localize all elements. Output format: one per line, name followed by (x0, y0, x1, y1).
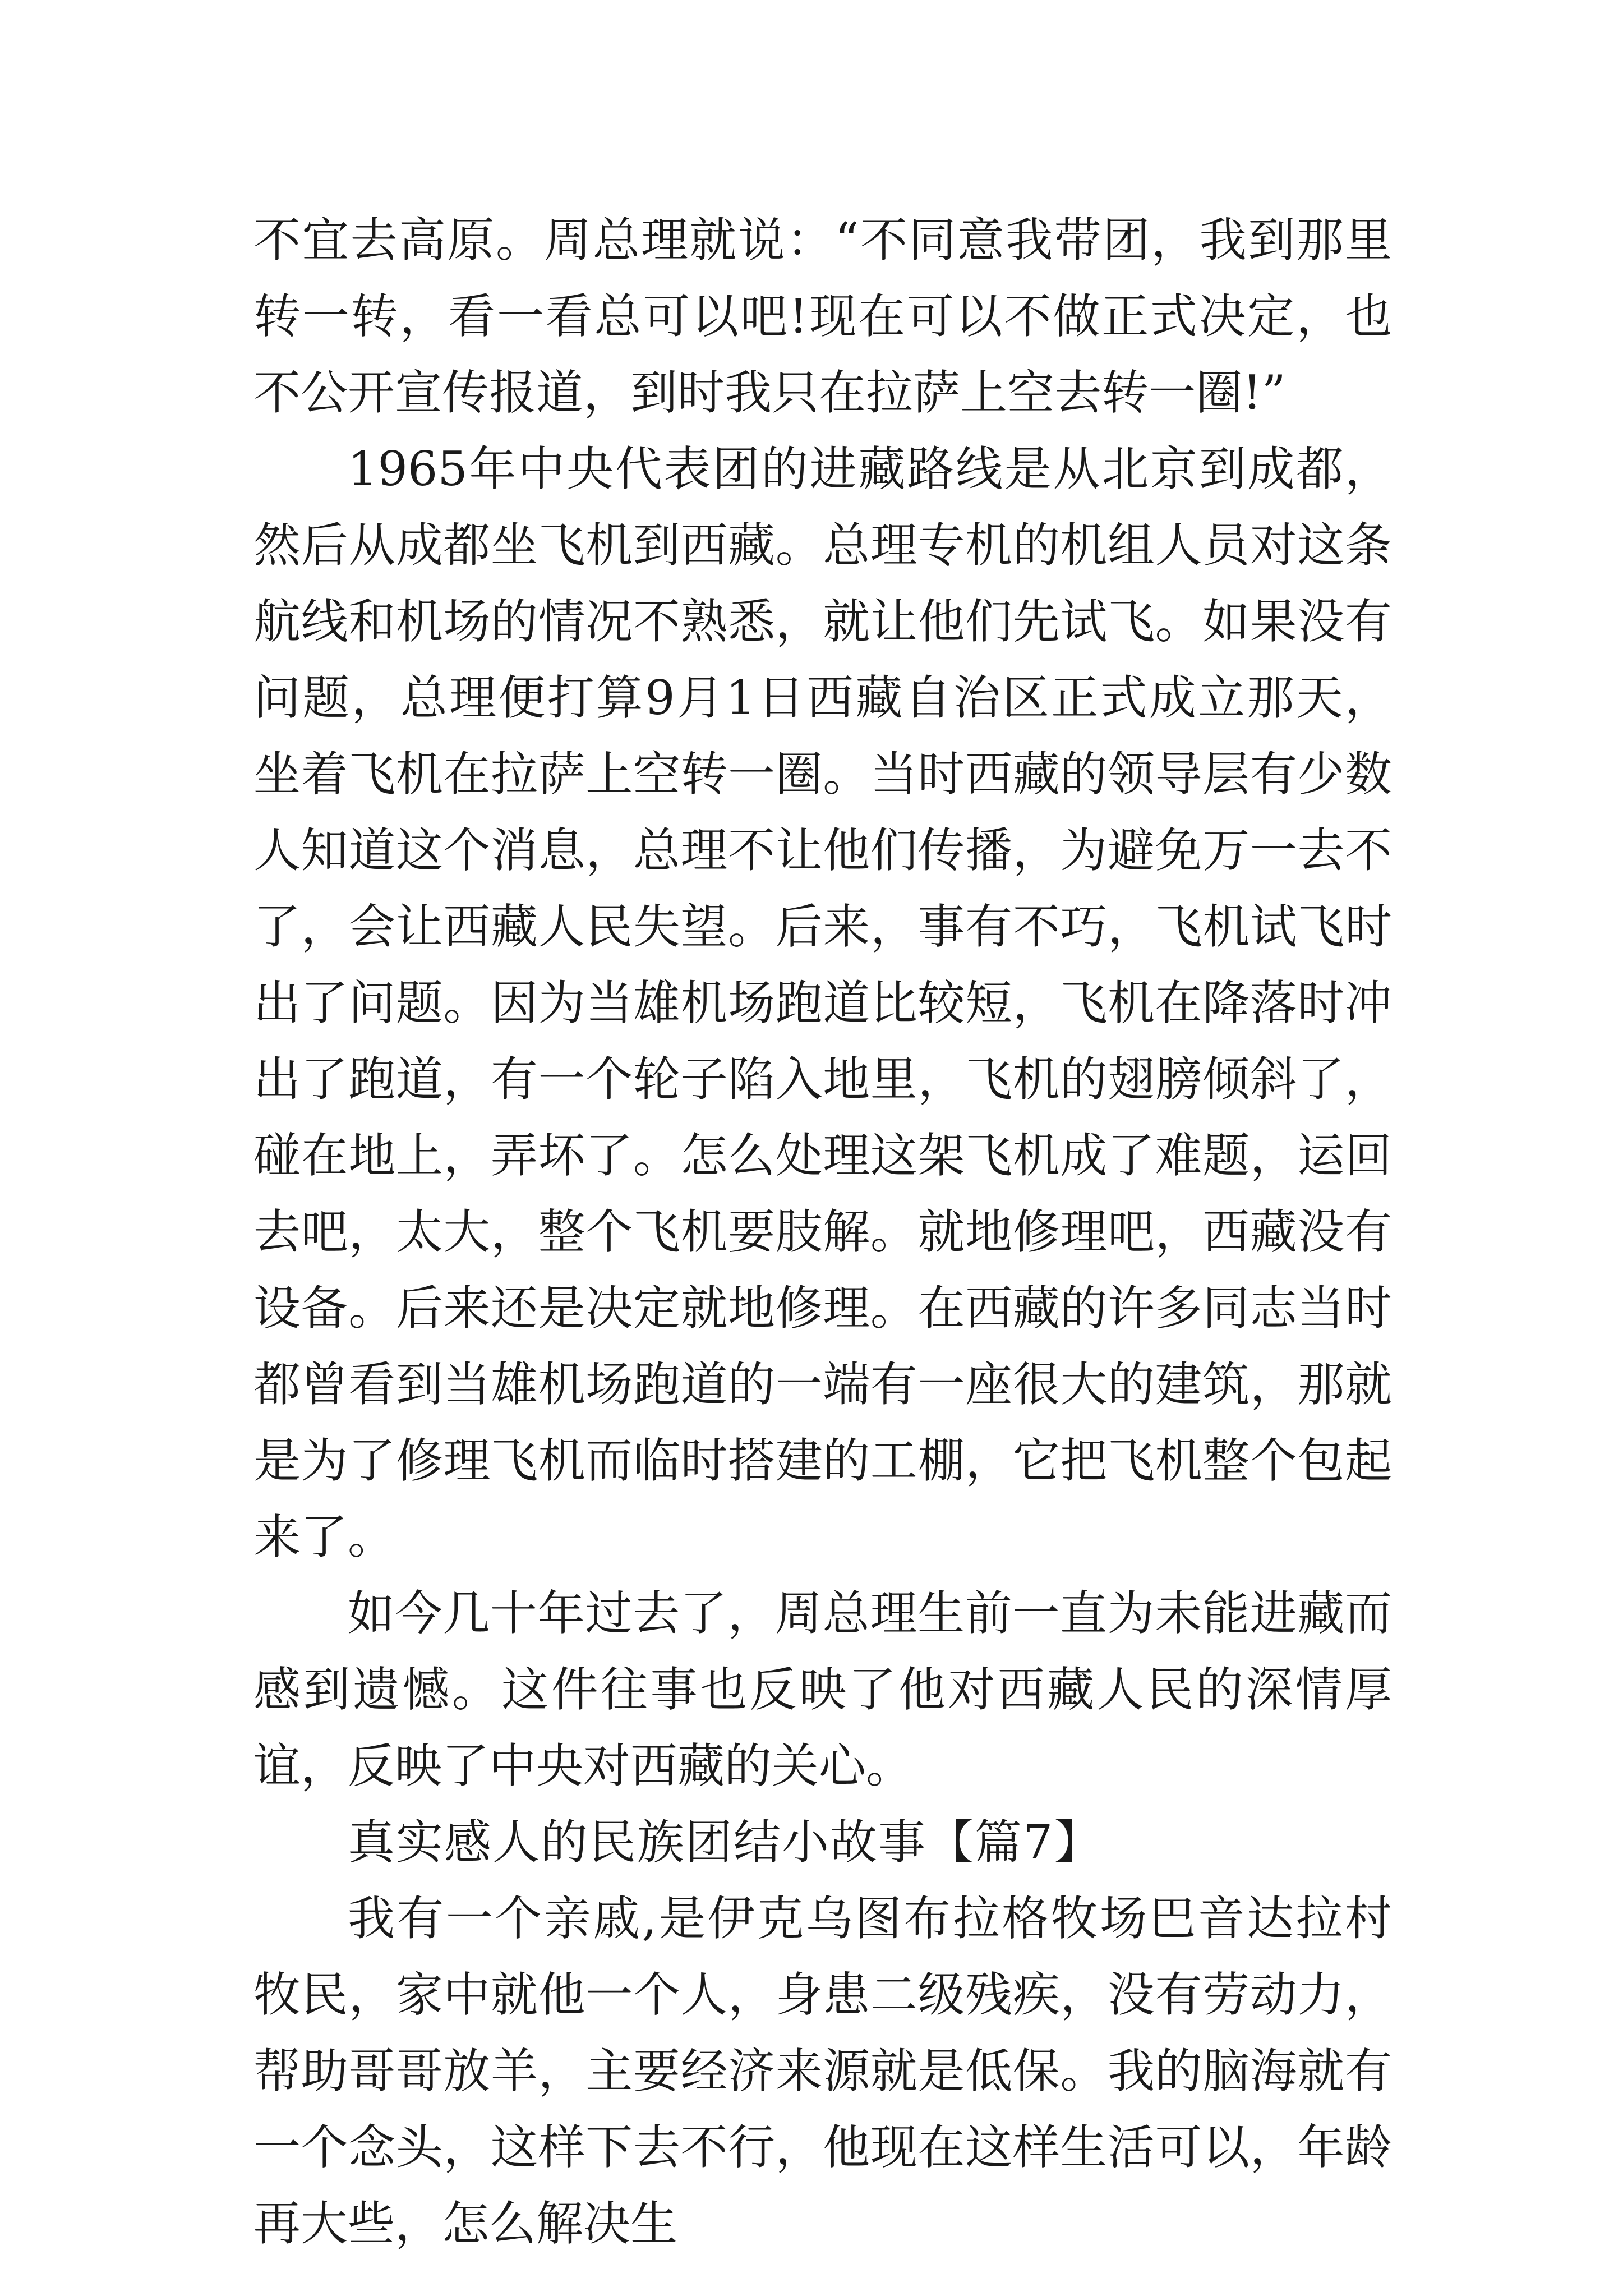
section-heading: 真实感人的民族团结小故事【篇7】 (348, 1815, 1103, 1870)
paragraph-continuation: 不宜去高原。周总理就说：“不同意我带团，我到那里转一转，看一看总可以吧!现在可以不做正式决定，也不公开宣传报道，到时我只在拉萨上空去转一圈!” (253, 213, 1392, 420)
paragraph-relative: 我有一个亲戚,是伊克乌图布拉格牧场巴音达拉村牧民，家中就他一个人，身患二级残疾，没有劳动力，帮助哥哥放羊，主要经济来源就是低保。我的脑海就有一个念头，这样下去不行，他现在这样生活可以，年龄再大些，怎么解决生 (253, 1891, 1392, 2251)
document-body (253, 202, 1392, 2262)
paragraph-regret: 如今几十年过去了，周总理生前一直为未能进藏而感到遗憾。这件往事也反映了他对西藏人民的深情厚谊，反映了中央对西藏的关心。 (253, 1586, 1392, 1793)
paragraph-1965-route: 1965年中央代表团的进藏路线是从北京到成都，然后从成都坐飞机到西藏。总理专机的机组人员对这条航线和机场的情况不熟悉，就让他们先试飞。如果没有问题，总理便打算9月1日西藏自治区正式成立那天，坐着飞机在拉萨上空转一圈。当时西藏的领导层有少数人知道这个消息，总理不让他们传播，为避免万一去不了，会让西藏人民失望。后来，事有不巧，飞机试飞时出了问题。因为当雄机场跑道比较短，飞机在降落时冲出了跑道，有一个轮子陷入地里，飞机的翅膀倾斜了，碰在地上，弄坏了。怎么处理这架飞机成了难题，运回去吧，太大，整个飞机要肢解。就地修理吧，西藏没有设备。后来还是决定就地修理。在西藏的许多同志当时都曾看到当雄机场跑道的一端有一座很大的建筑，那就是为了修理飞机而临时搭建的工棚，它把飞机整个包起来了。 (253, 441, 1392, 1565)
